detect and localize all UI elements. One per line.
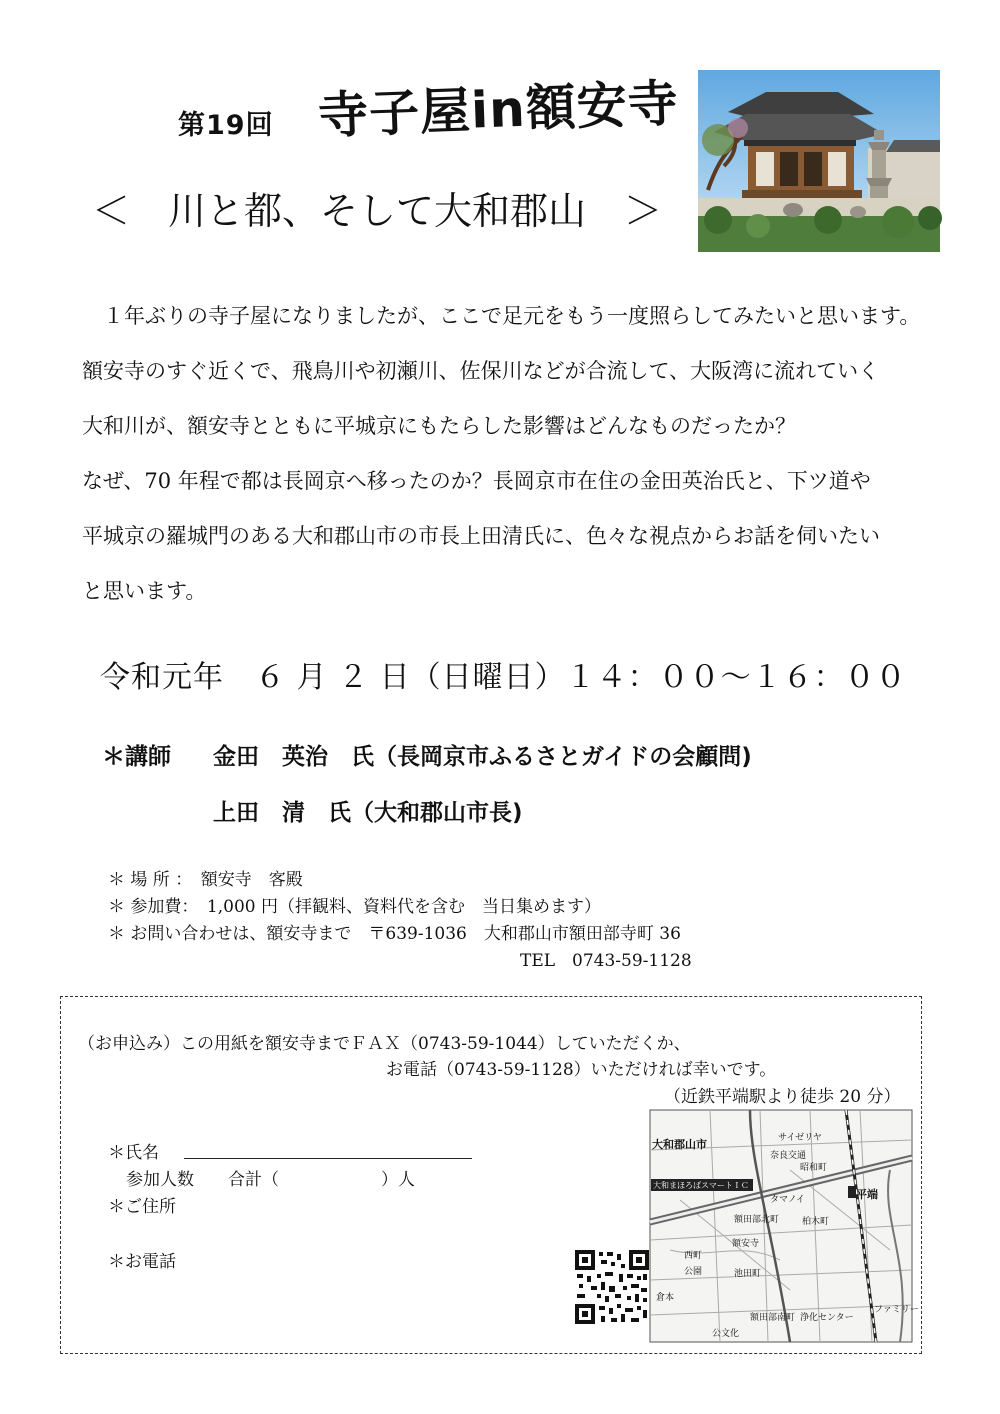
lecturer-label: ＊講師 [102,744,171,770]
phone-label: ＊お電話 [108,1252,176,1272]
episode-number: 第19回 [178,110,274,141]
map-label-ikeda: 池田町 [734,1269,762,1279]
map-label-bunka: 公文化 [712,1329,740,1339]
info-contact: ＊ お問い合わせは、額安寺まで 〒639-1036 大和郡山市額田部寺町 36 [108,924,681,944]
map-label-nishimachi: 西町 [684,1251,703,1261]
map-label-saizeriya: サイゼリヤ [778,1133,822,1143]
map-label-famima: ファミリー [874,1305,919,1315]
walk-distance-note: （近鉄平端駅より徒歩 20 分） [664,1087,901,1107]
map-label-nara-kotsu: 奈良交通 [770,1151,807,1161]
info-fee: ＊ 参加費： 1,000 円（拝観料、資料代を含む 当日集めます） [108,897,601,917]
temple-photo [698,70,940,252]
map-label-showacho: 昭和町 [800,1163,828,1173]
event-datetime: 令和元年 ６ 月 ２ 日（日曜日）１４：００～１６：００ [100,660,907,695]
info-place: ＊ 場 所 ： 額安寺 客殿 [108,870,303,890]
name-label: ＊氏名 [108,1143,159,1163]
qr-code-drawing [575,1250,649,1324]
event-subtitle: ＜ 川と都、そして大和郡山 ＞ [92,189,663,233]
name-input-line[interactable] [184,1158,472,1159]
event-title: 寺子屋in額安寺 [317,74,680,145]
apply-instruction-1: （お申込み）この用紙を額安寺までＦＡＸ（0743-59-1044）していただくか、 [78,1034,691,1054]
map-label-nukatabe-minami: 額田部南町 [750,1313,796,1323]
map-label-tamanoi: タマノイ [770,1195,805,1205]
intro-line-6: と思います。 [82,579,207,603]
lecturer-1: 金田 英治 氏（長岡京市ふるさとガイドの会顧問) [213,744,752,770]
qr-code[interactable] [575,1250,649,1324]
intro-line-1: １年ぶりの寺子屋になりましたが、ここで足元をもう一度照らしてみたいと思います。 [82,304,921,328]
participants-field[interactable]: 参加人数 合計（ ）人 [126,1170,415,1190]
address-label: ＊ご住所 [108,1197,176,1217]
temple-photo-drawing [698,70,940,252]
intro-line-3: 大和川が、額安寺とともに平城京にもたらした影響はどんなものだったか？ [82,414,796,438]
map-label-nukatabe-kita: 額田部北町 [734,1215,780,1225]
map-label-temple: 額安寺 [732,1239,760,1249]
intro-line-4: なぜ、70 年程で都は長岡京へ移ったのか？長岡京市在住の金田英治氏と、下ツ道や [82,469,871,493]
intro-line-2: 額安寺のすぐ近くで、飛鳥川や初瀬川、佐保川などが合流して、大阪湾に流れていく [82,359,880,383]
lecturer-2: 上田 清 氏（大和郡山市長) [213,800,523,826]
map-label-center: 浄化センター [800,1313,854,1323]
access-map[interactable] [650,1110,919,1342]
map-label-city: 大和郡山市 [652,1138,707,1151]
map-label-kuramoto: 倉本 [656,1293,675,1303]
map-label-ic: 大和まほろばスマートＩＣ [653,1181,749,1190]
access-map-drawing [650,1110,919,1342]
map-label-park: 公園 [684,1267,703,1277]
map-label-kashiwagi: 柏木町 [802,1217,830,1227]
map-label-station: 平端 [856,1188,878,1201]
intro-line-5: 平城京の羅城門のある大和郡山市の市長上田清氏に、色々な視点からお話を伺いたい [82,524,880,548]
info-tel: TEL 0743-59-1128 [520,951,692,971]
apply-instruction-2: お電話（0743-59-1128）いただければ幸いです。 [386,1060,777,1080]
